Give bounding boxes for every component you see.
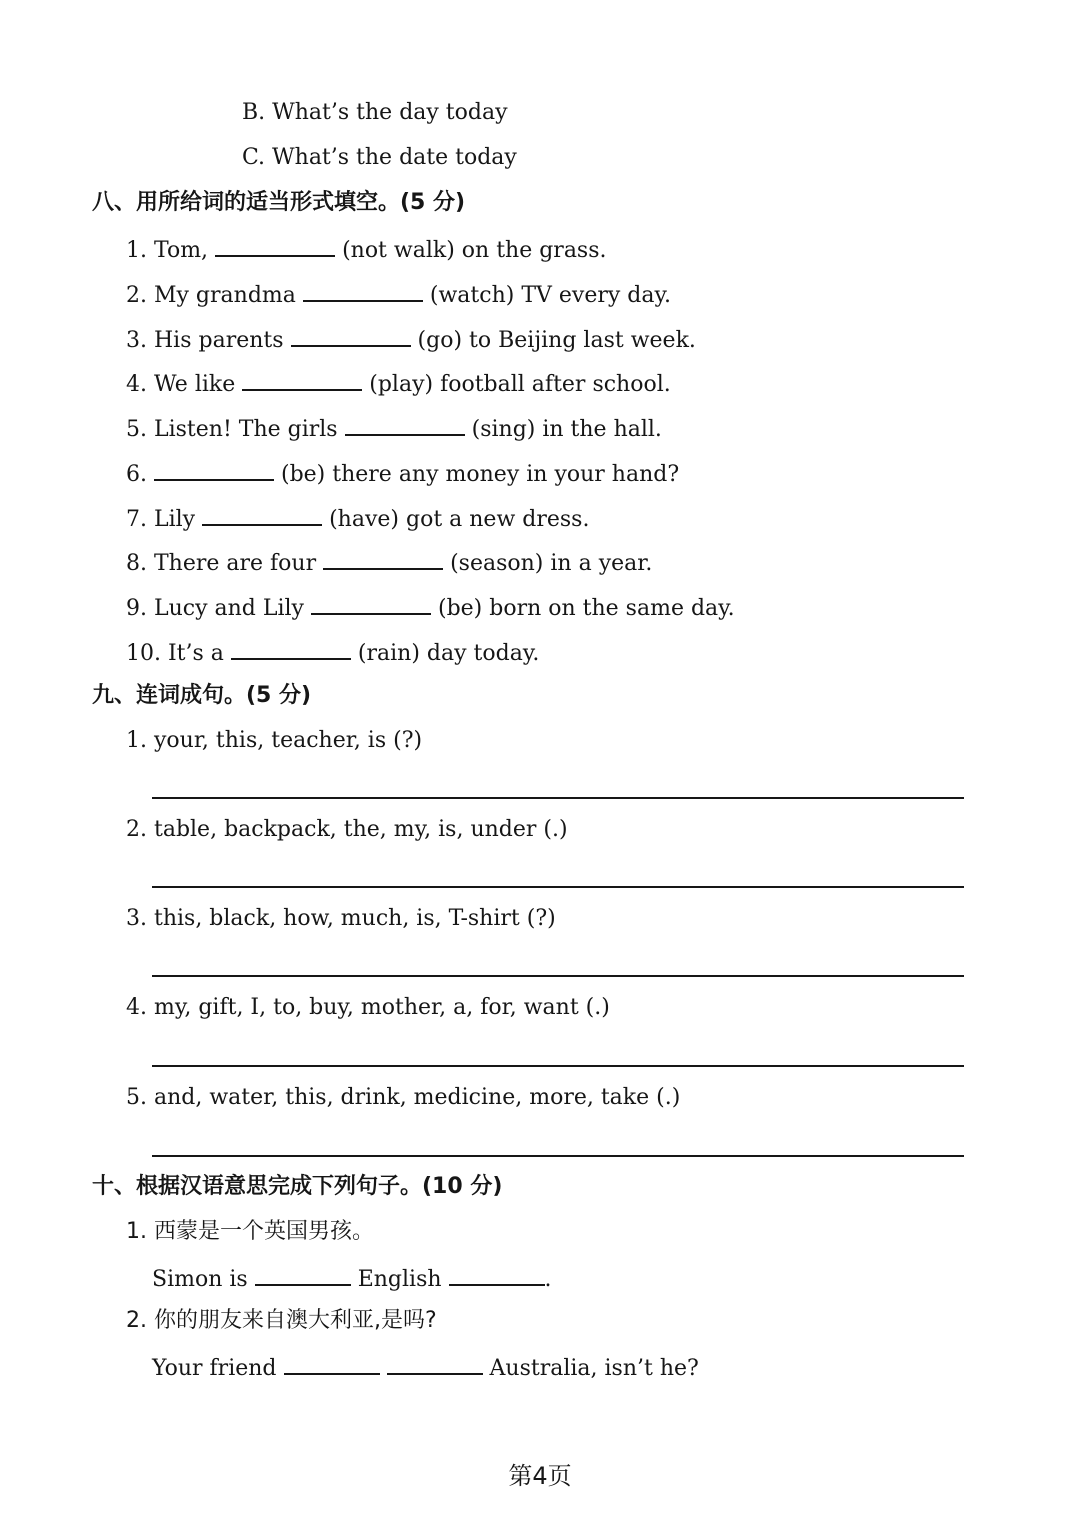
fill-q10 xyxy=(126,636,539,669)
answer-blank[interactable] xyxy=(291,323,411,347)
answer-line[interactable] xyxy=(152,975,964,977)
section-10-title: 十、根据汉语意思完成下列句子。(10 分) xyxy=(92,1174,503,1199)
answer-line[interactable] xyxy=(152,797,964,799)
fill-q8 xyxy=(126,546,652,579)
fill-q2 xyxy=(126,278,671,311)
fill-q5 xyxy=(126,412,662,445)
q-text: (rain) day today. xyxy=(357,641,540,666)
answer-line[interactable] xyxy=(152,1065,964,1067)
q-text: Australia, isn’t he? xyxy=(489,1356,699,1381)
q-text: (season) in a year. xyxy=(450,551,653,576)
option-b: B. What’s the day today xyxy=(242,100,508,125)
answer-blank[interactable] xyxy=(202,502,322,526)
q-text: (go) to Beijing last week. xyxy=(417,328,696,353)
q-text: (play) football after school. xyxy=(369,372,671,397)
answer-blank[interactable] xyxy=(284,1351,380,1375)
order-q4: 4. my, gift, I, to, buy, mother, a, for, want (.) xyxy=(126,995,610,1020)
q-text: 10. It’s a xyxy=(126,641,224,666)
answer-blank[interactable] xyxy=(323,546,443,570)
q-text: 5. Listen! The girls xyxy=(126,417,338,442)
answer-blank[interactable] xyxy=(154,457,274,481)
q-text: Simon is xyxy=(152,1267,248,1292)
q-text: English xyxy=(357,1267,442,1292)
q-text: 3. His parents xyxy=(126,328,284,353)
q-text: (be) there any money in your hand? xyxy=(281,462,680,487)
q-text: (watch) TV every day. xyxy=(429,283,671,308)
option-c: C. What’s the date today xyxy=(242,145,517,170)
answer-line[interactable] xyxy=(152,1155,964,1157)
translate-q2-chinese: 2. 你的朋友来自澳大利亚,是吗? xyxy=(126,1308,437,1333)
answer-blank[interactable] xyxy=(345,412,465,436)
page-number: 第4页 xyxy=(508,1462,572,1490)
fill-q3 xyxy=(126,323,696,356)
answer-blank[interactable] xyxy=(303,278,423,302)
q-text: . xyxy=(544,1267,552,1292)
fill-q4 xyxy=(126,367,671,400)
q-text: (have) got a new dress. xyxy=(329,507,590,532)
answer-line[interactable] xyxy=(152,886,964,888)
translate-q1-chinese: 1. 西蒙是一个英国男孩。 xyxy=(126,1219,374,1244)
q-text: (not walk) on the grass. xyxy=(342,238,607,263)
q-text: 9. Lucy and Lily xyxy=(126,596,304,621)
answer-blank[interactable] xyxy=(231,636,351,660)
fill-q7 xyxy=(126,502,589,535)
answer-blank[interactable] xyxy=(255,1262,351,1286)
answer-blank[interactable] xyxy=(242,367,362,391)
answer-blank[interactable] xyxy=(449,1262,545,1286)
fill-q9 xyxy=(126,591,735,624)
q-text: (sing) in the hall. xyxy=(471,417,662,442)
q-text: 7. Lily xyxy=(126,507,196,532)
order-q3: 3. this, black, how, much, is, T-shirt (?) xyxy=(126,906,556,931)
translate-q1 xyxy=(152,1262,552,1295)
answer-blank[interactable] xyxy=(311,591,431,615)
q-text: 1. Tom, xyxy=(126,238,209,263)
q-text: (be) born on the same day. xyxy=(437,596,735,621)
q-text: 2. My grandma xyxy=(126,283,296,308)
translate-q2 xyxy=(152,1351,699,1384)
order-q2: 2. table, backpack, the, my, is, under (.) xyxy=(126,817,568,842)
fill-q1 xyxy=(126,233,607,266)
section-8-title: 八、用所给词的适当形式填空。(5 分) xyxy=(92,190,466,215)
order-q5: 5. and, water, this, drink, medicine, more, take (.) xyxy=(126,1085,681,1110)
section-9-title: 九、连词成句。(5 分) xyxy=(92,683,312,708)
answer-blank[interactable] xyxy=(387,1351,483,1375)
order-q1: 1. your, this, teacher, is (?) xyxy=(126,728,423,753)
q-text: Your friend xyxy=(152,1356,277,1381)
q-text: 4. We like xyxy=(126,372,236,397)
q-text: 6. xyxy=(126,462,147,487)
fill-q6 xyxy=(126,457,679,490)
answer-blank[interactable] xyxy=(215,233,335,257)
q-text: 8. There are four xyxy=(126,551,317,576)
